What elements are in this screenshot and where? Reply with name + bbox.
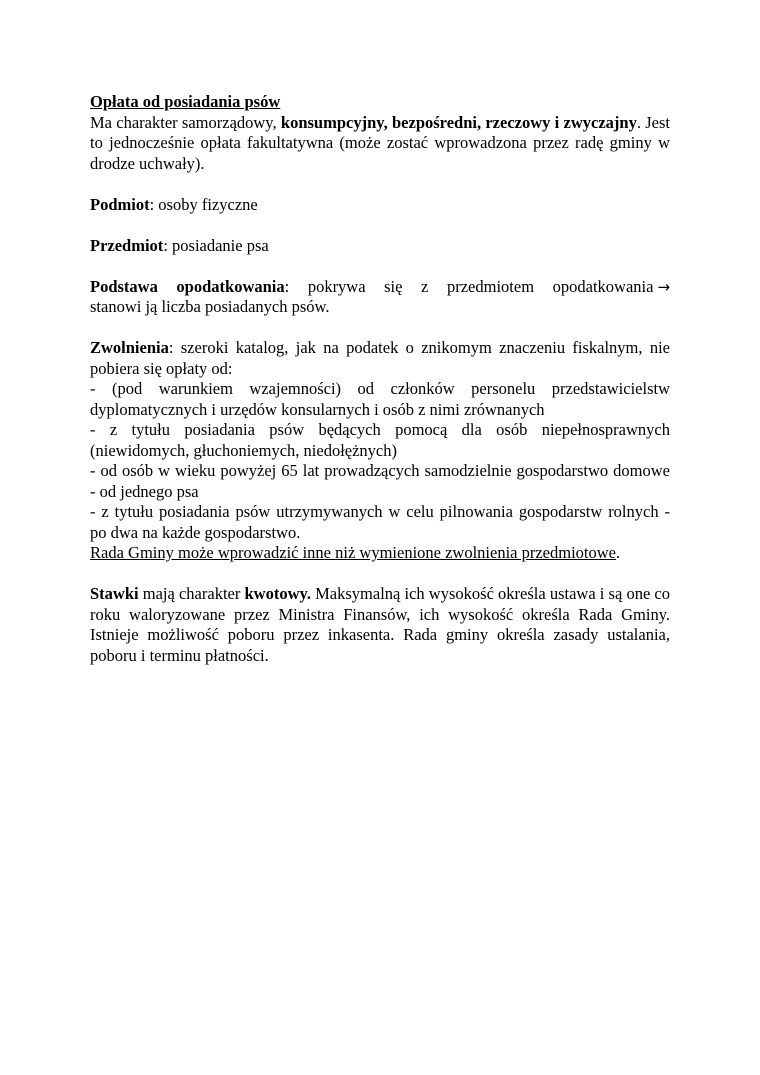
podmiot-text: : osoby fizyczne [149, 194, 258, 214]
podstawa-text: : pokrywa się z przedmiotem opodatkowania [284, 276, 654, 296]
zwolnienia-item: - od osób w wieku powyżej 65 lat prowadzących samodzielnie gospodarstwo domowe - od jednego psa [90, 461, 670, 501]
zwolnienia-paragraph [90, 338, 670, 379]
zwolnienia-label: Zwolnienia [90, 338, 169, 357]
stawki-text2: Maksymalną ich wysokość określa ustawa i są one co roku waloryzowane przez Ministra Finansów, ich wysokość określa Rada Gminy. Istnieje możliwość poboru przez inkasenta. Rada gminy określa zasady ustalania, poboru i terminu płatności. [90, 584, 670, 665]
zwolnienia-note [90, 543, 670, 564]
title-text: Opłata od posiadania psów [90, 92, 281, 111]
przedmiot-label: Przedmiot [90, 235, 164, 255]
stawki-label: Stawki [90, 584, 139, 603]
podmiot-label: Podmiot [90, 194, 150, 214]
stawki-bold: kwotowy. [244, 584, 311, 603]
podstawa-text2: stanowi ją liczba posiadanych psów. [90, 297, 330, 316]
section-title [90, 92, 670, 113]
zwolnienia-text: : szeroki katalog, jak na podatek o znikomym znaczeniu fiskalnym, nie pobiera się opłaty od: [90, 338, 670, 378]
zwolnienia-item: - (pod warunkiem wzajemności) od członków personelu przedstawicielstw dyplomatycznych i urzędów konsularnych i osób z nimi zrównanych [90, 379, 670, 419]
stawki-text1: mają charakter [138, 584, 245, 603]
zwolnienia-item: - z tytułu posiadania psów utrzymywanych w celu pilnowania gospodarstw rolnych - po dwa na każde gospodarstwo. [90, 502, 670, 542]
zwolnienia-note-text: Rada Gminy może wprowadzić inne niż wymienione zwolnienia przedmiotowe [90, 543, 617, 562]
arrow-right-icon: → [657, 277, 671, 296]
podstawa-paragraph [90, 277, 670, 318]
stawki-paragraph [90, 584, 670, 666]
zwolnienia-note-end: . [616, 543, 621, 562]
intro-bold: konsumpcyjny, bezpośredni, rzeczowy i zwyczajny [280, 112, 637, 132]
intro-pre: Ma charakter samorządowy, [90, 112, 281, 132]
przedmiot-paragraph [90, 236, 670, 257]
zwolnienia-item: - z tytułu posiadania psów będących pomocą dla osób niepełnosprawnych (niewidomych, głuchoniemych, niedołężnych) [90, 420, 670, 460]
document-page [90, 92, 670, 666]
intro-post: . Jest to jednocześnie opłata fakultatywna (może zostać wprowadzona przez radę gminy w drodze uchwały). [90, 112, 670, 173]
podstawa-label: Podstawa opodatkowania [90, 276, 285, 296]
przedmiot-text: : posiadanie psa [163, 235, 269, 255]
intro-paragraph [90, 113, 670, 175]
podmiot-paragraph [90, 195, 670, 216]
